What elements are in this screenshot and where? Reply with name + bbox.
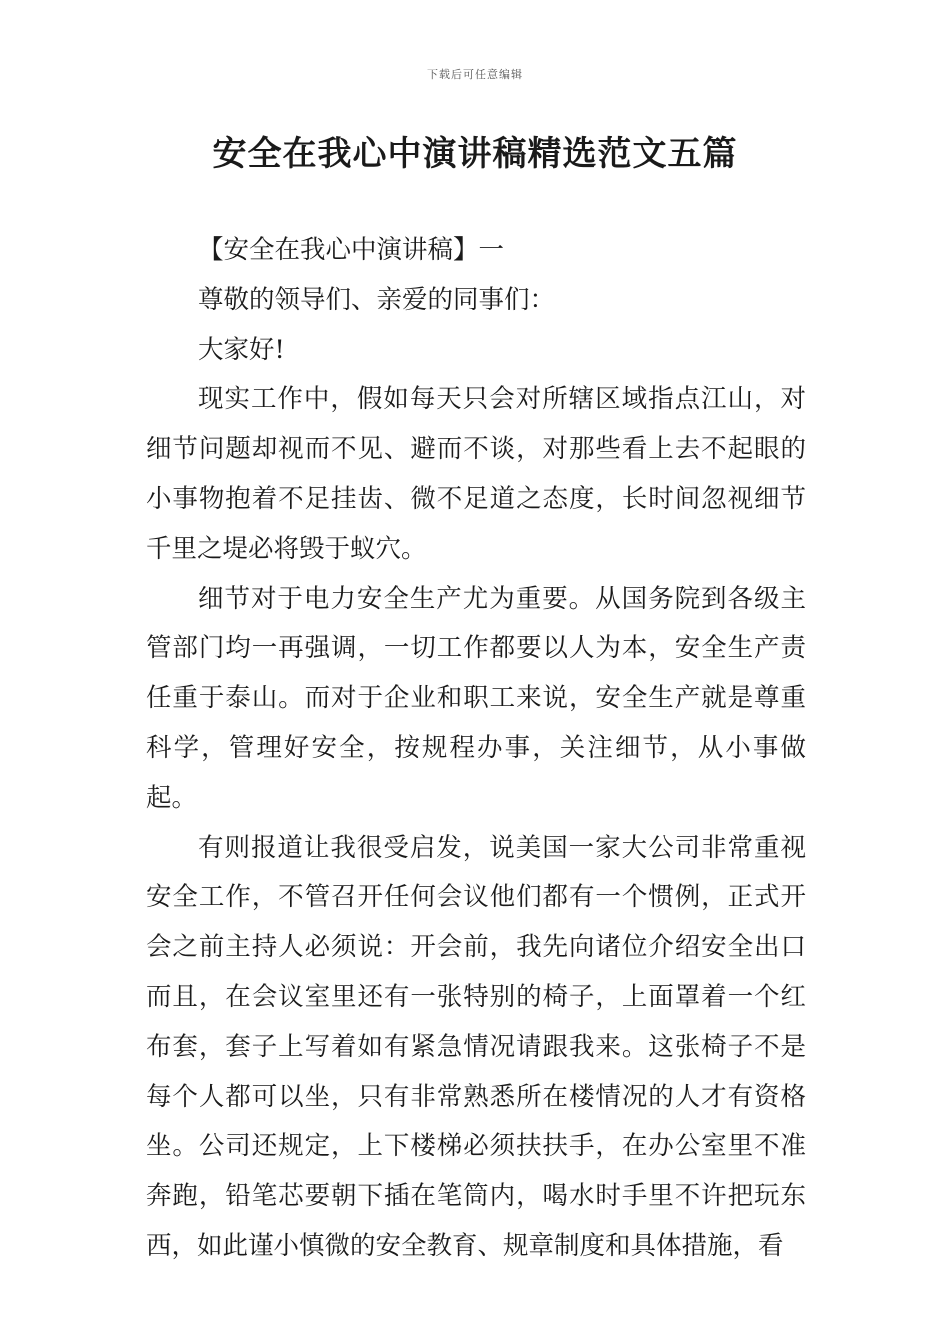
- paragraph: 现实工作中，假如每天只会对所辖区域指点江山，对细节问题却视而不见、避而不谈，对那些看上去不起眼的小事物抱着不足挂齿、微不足道之态度，长时间忽视细节千里之堤必将毁于蚁穴。: [146, 384, 806, 564]
- greeting: 大家好!: [198, 334, 285, 365]
- section-heading: 【安全在我心中演讲稿】一: [198, 235, 505, 265]
- paragraph: 细节对于电力安全生产尤为重要。从国务院到各级主管部门均一再强调，一切工作都要以人为本，安全生产责任重于泰山。而对于企业和职工来说，安全生产就是尊重科学，管理好安全，按规程办事，关注细节，从小事做起。: [146, 583, 806, 813]
- header-note: 下载后可任意编辑: [427, 68, 523, 81]
- document-title: 安全在我心中演讲稿精选范文五篇: [212, 134, 738, 174]
- paragraph: 有则报道让我很受启发，说美国一家大公司非常重视安全工作，不管召开任何会议他们都有一个惯例，正式开会之前主持人必须说：开会前，我先向诸位介绍安全出口而且，在会议室里还有一张特别的椅子，上面罩着一个红布套，套子上写着如有紧急情况请跟我来。这张椅子不是每个人都可以坐，只有非常熟悉所在楼情况的人才有资格坐。公司还规定，上下楼梯必须扶扶手，在办公室里不准奔跑，铅笔芯要朝下插在笔筒内，喝水时手里不许把玩东西，如此谨小慎微的安全教育、规章制度和具体措施，看: [146, 832, 806, 1261]
- document-body: [146, 226, 806, 1272]
- salutation: 尊敬的领导们、亲爱的同事们：: [198, 284, 556, 315]
